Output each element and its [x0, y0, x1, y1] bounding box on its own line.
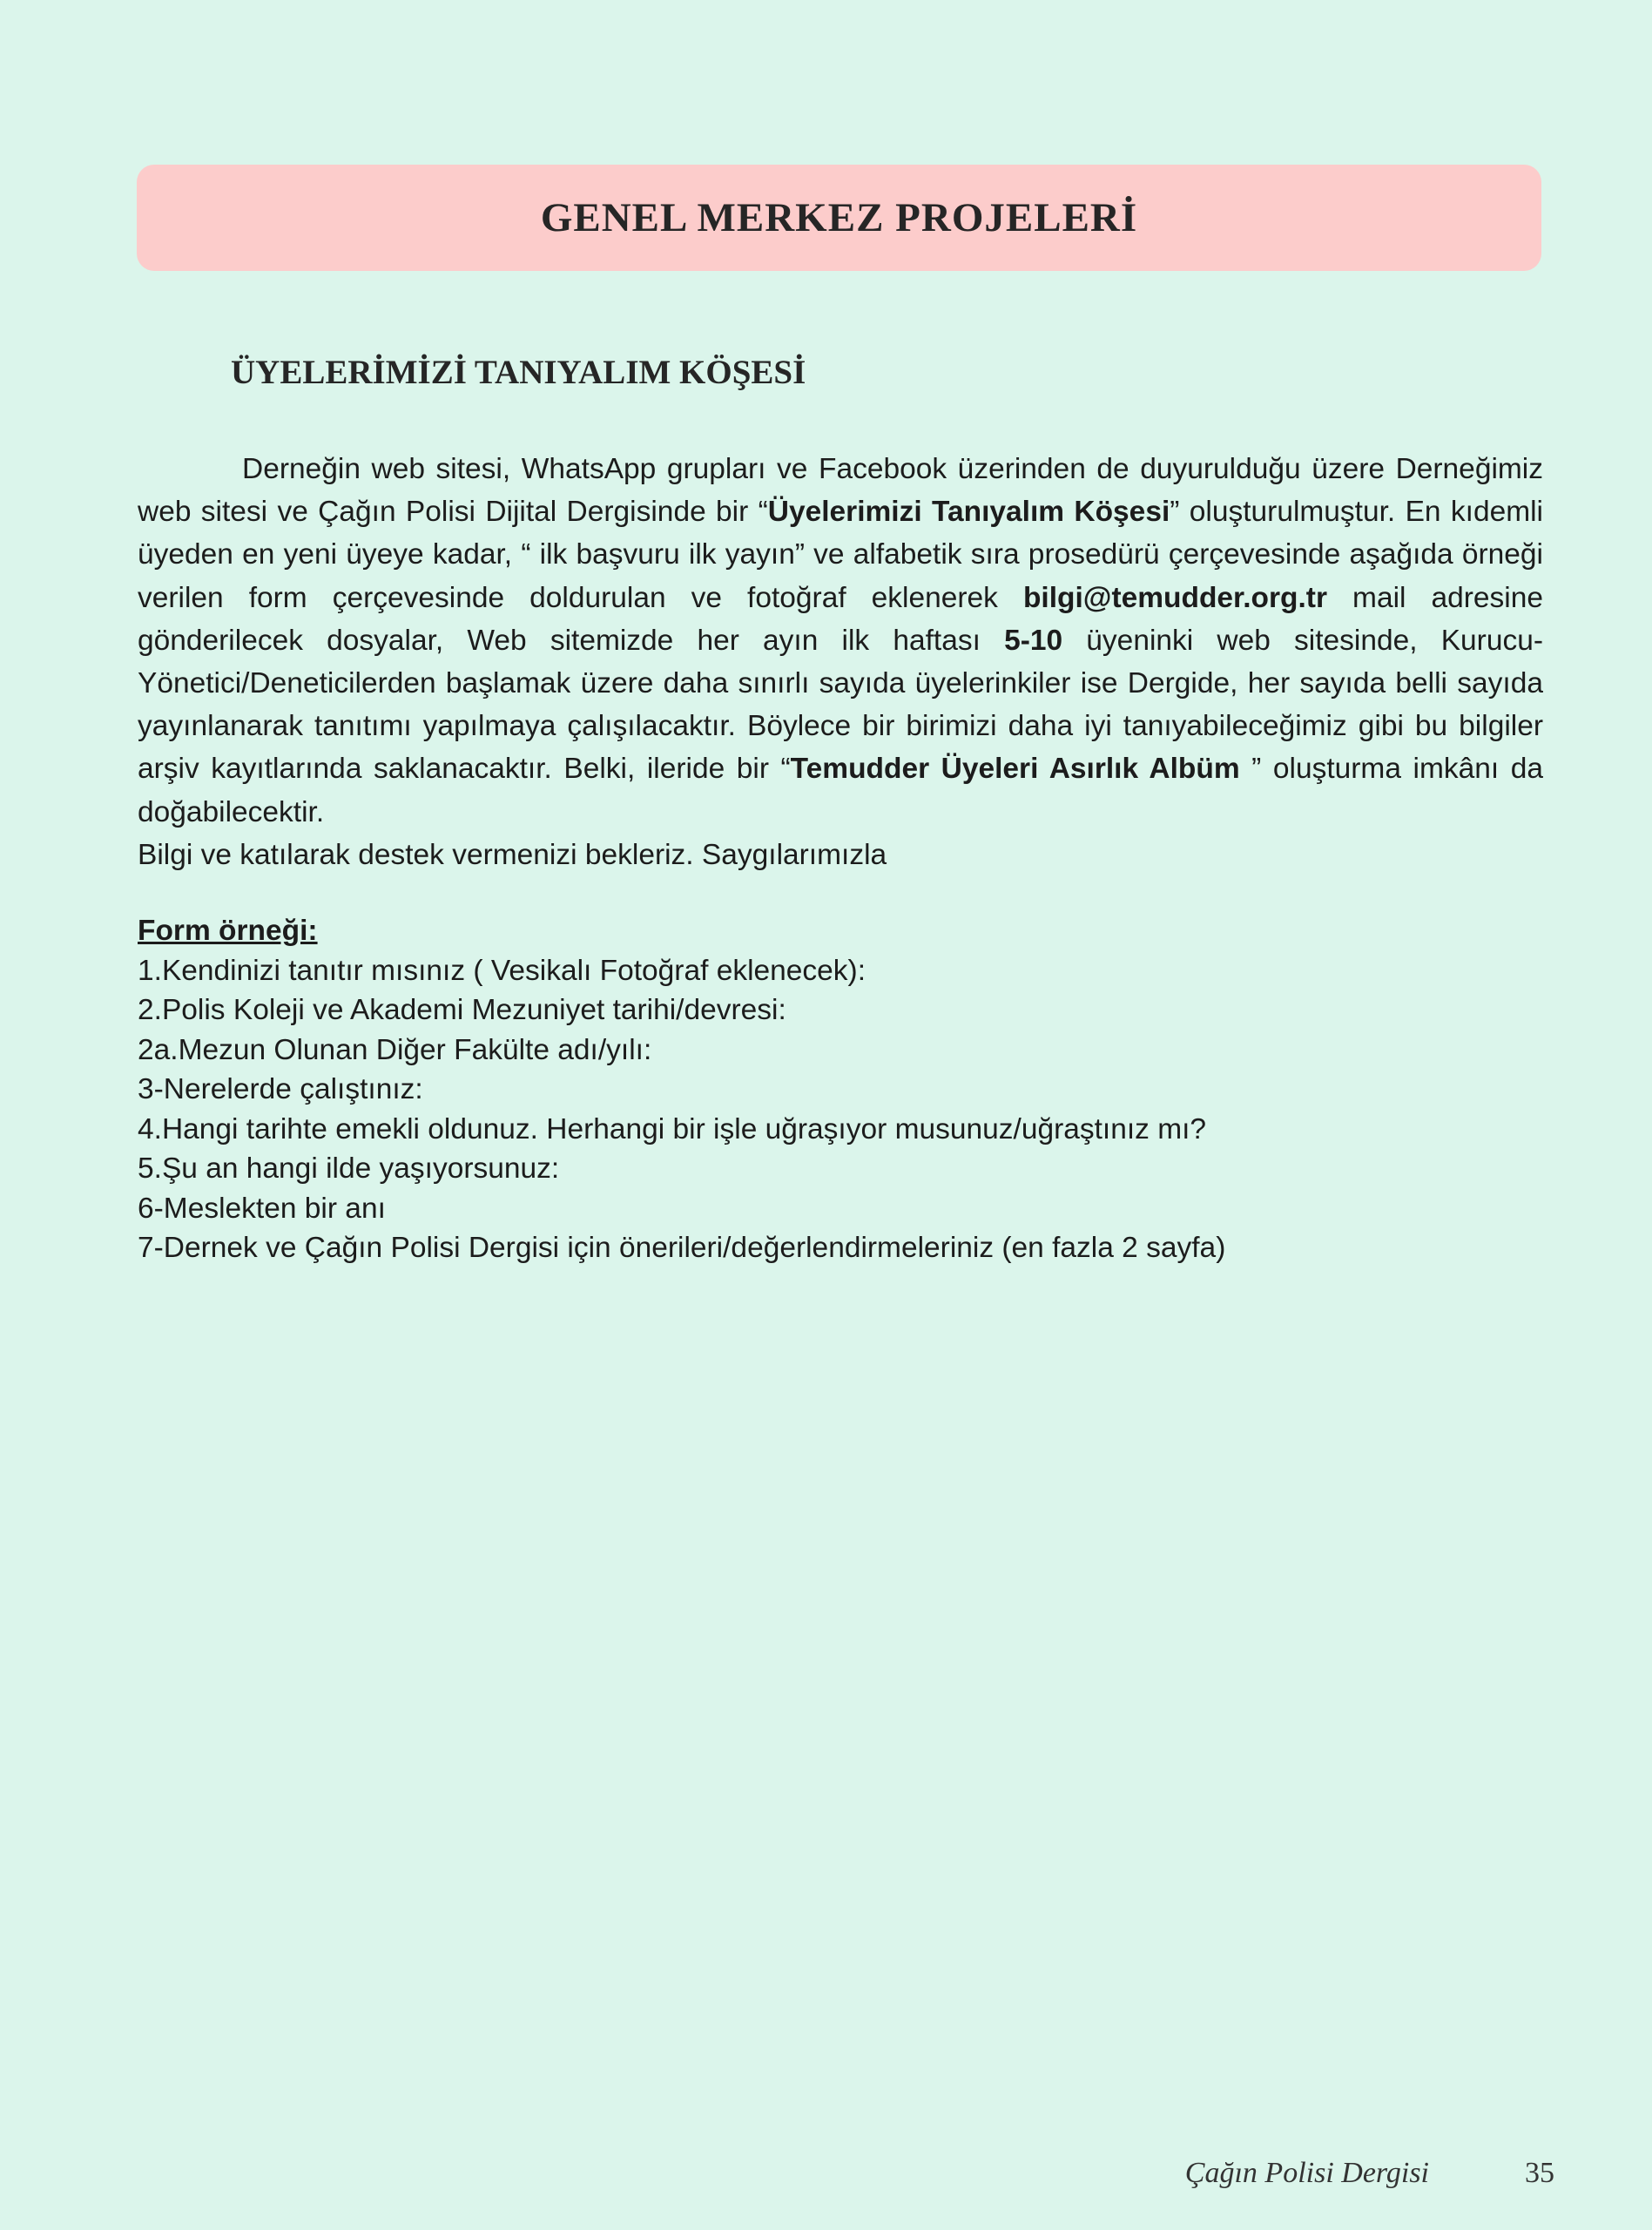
form-item: 3-Nerelerde çalıştınız: — [138, 1073, 423, 1105]
form-item: 5.Şu an hangi ilde yaşıyorsunuz: — [138, 1152, 560, 1185]
article-body — [138, 448, 1543, 876]
page-footer — [1185, 2157, 1554, 2190]
highlight-album-name: Temudder Üyeleri Asırlık Albüm — [790, 753, 1240, 786]
form-item: 2a.Mezun Olunan Diğer Fakülte adı/yılı: — [138, 1033, 652, 1066]
form-item: 7-Dernek ve Çağın Polisi Dergisi için önerileri/değerlendirmeleriniz (en fazla 2 sayfa) — [138, 1232, 1226, 1264]
highlight-corner-name: Üyelerimizi Tanıyalım Köşesi — [767, 496, 1170, 529]
form-item: 2.Polis Koleji ve Akademi Mezuniyet tarihi/devresi: — [138, 994, 786, 1026]
highlight-count: 5-10 — [1004, 624, 1063, 657]
intro-paragraph — [138, 448, 1543, 834]
paragraph-text: ” oluşturulmuştur. En kıdemli üyeden en yeni üyeye kadar, “ ilk başvuru ilk yayın” ve alfabetik sıra prosedürü çerçevesinde aşağıda örneği verilen form çerçevesinde doldurulan ve fotoğraf eklenerek — [138, 496, 1543, 614]
form-heading: Form örneği: — [138, 915, 318, 947]
paragraph-text: üyeninki web sitesinde, Kurucu-Yönetici/Deneticilerden başlamak üzere daha sınırlı sayıda üyelerinkiler ise Dergide, her sayıda belli sayıda yayınlanarak tanıtımı yapılmaya çalışılacaktır. Böylece bir birimizi daha iyi tanıyabileceğimiz gibi bu bilgiler arşiv kayıtlarında saklanacaktır. Belki, ileride bir “ — [138, 624, 1543, 786]
section-title: ÜYELERİMİZİ TANIYALIM KÖŞESİ — [231, 354, 806, 391]
paragraph-text: Derneğin web sitesi, WhatsApp grupları ve Facebook üzerinden de duyurulduğu üzere Derneğimiz web sitesi ve Çağın Polisi Dijital Dergisinde bir “ — [138, 453, 1543, 529]
email-address: bilgi@temudder.org.tr — [1022, 581, 1328, 614]
form-item: 1.Kendinizi tanıtır mısınız ( Vesikalı Fotoğraf eklenecek): — [138, 954, 866, 987]
page-number: 35 — [1525, 2157, 1554, 2189]
form-item: 4.Hangi tarihte emekli oldunuz. Herhangi bir işle uğraşıyor musunuz/uğraştınız mı? — [138, 1112, 1207, 1145]
closing-line: Bilgi ve katılarak destek vermenizi bekleriz. Saygılarımızla — [138, 838, 887, 871]
form-example — [138, 911, 1225, 1268]
magazine-name: Çağın Polisi Dergisi — [1184, 2157, 1429, 2189]
paragraph-text: mail adresine gönderilecek dosyalar, Web sitemizde her ayın ilk haftası — [138, 581, 1543, 657]
form-item: 6-Meslekten bir anı — [138, 1192, 386, 1225]
paragraph-text: ” oluşturma imkânı da doğabilecektir. — [138, 753, 1543, 828]
banner-title: GENEL MERKEZ PROJELERİ — [540, 195, 1138, 240]
section-banner — [137, 165, 1541, 271]
